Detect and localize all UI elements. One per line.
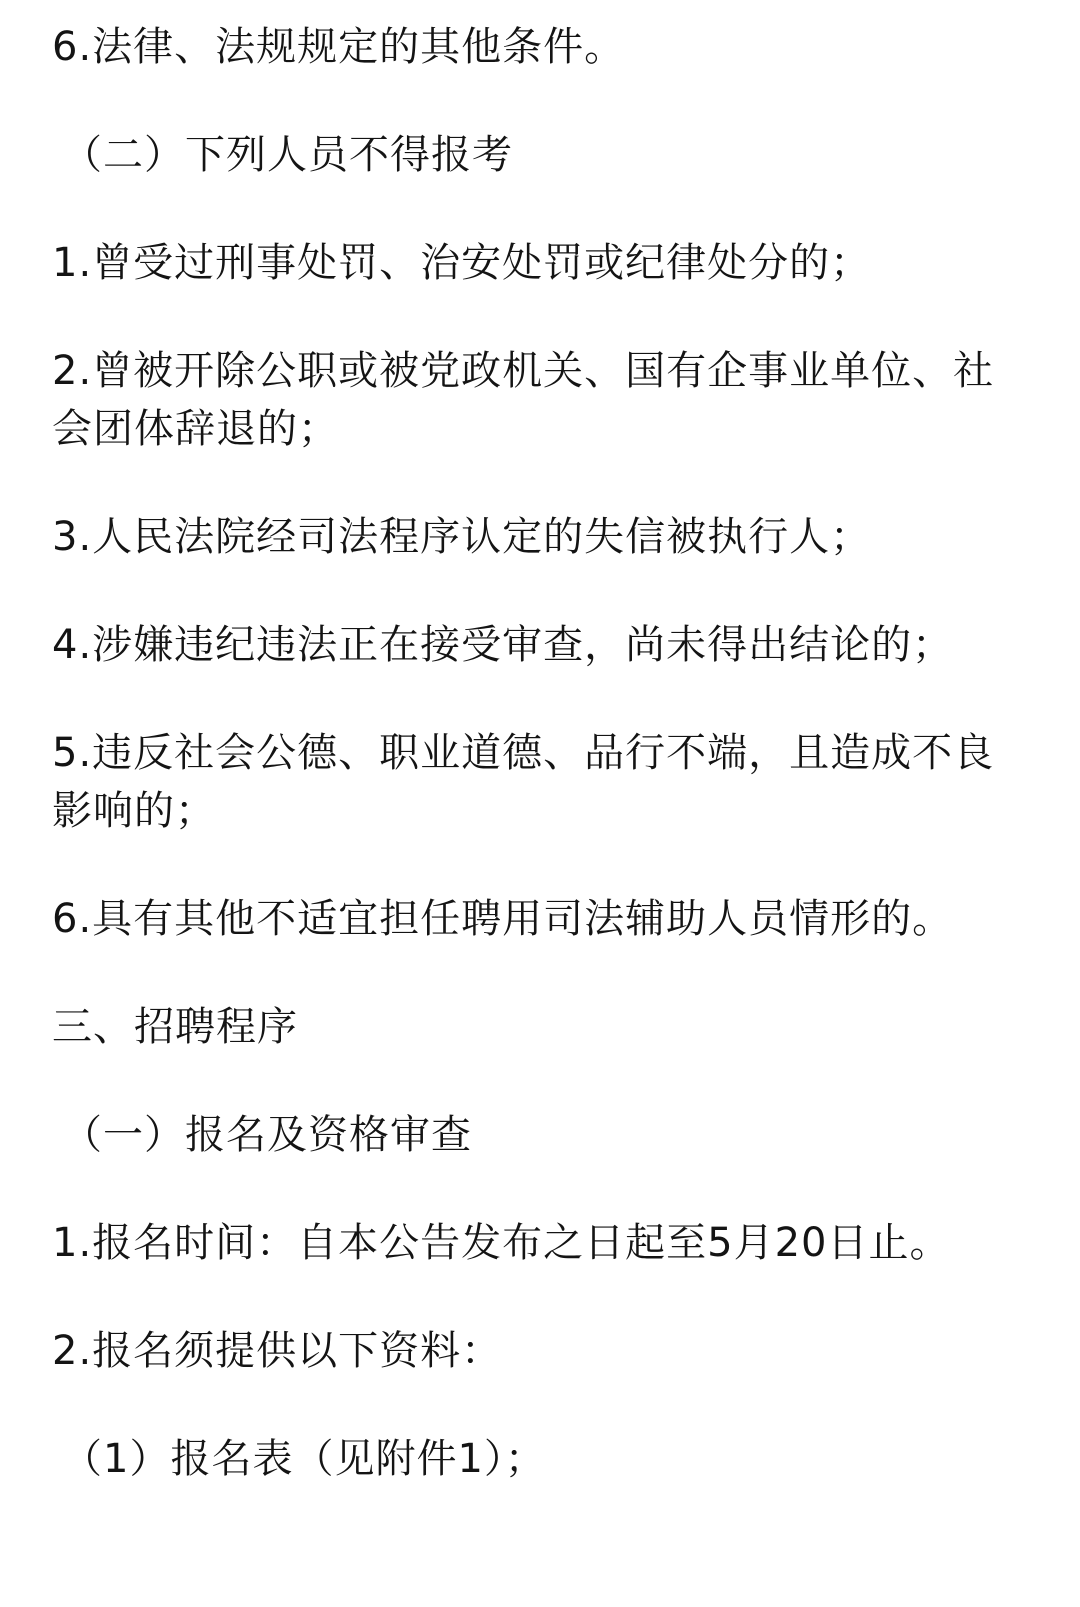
list-item-registration-form: （1）报名表（见附件1）； [62, 1436, 546, 1482]
section-heading-disqualified: （二）下列人员不得报考 [62, 132, 513, 178]
paragraph-disqualify-6: 6.具有其他不适宜担任聘用司法辅助人员情形的。 [52, 896, 954, 942]
paragraph-disqualify-3: 3.人民法院经司法程序认定的失信被执行人； [52, 514, 872, 560]
document-body [52, 18, 1022, 1538]
subsection-heading-registration: （一）报名及资格审查 [62, 1112, 472, 1158]
paragraph-disqualify-4: 4.涉嫌违纪违法正在接受审查，尚未得出结论的； [52, 622, 954, 668]
paragraph-disqualify-5: 5.违反社会公德、职业道德、品行不端，且造成不良影响的； [52, 730, 995, 834]
paragraph-disqualify-2: 2.曾被开除公职或被党政机关、国有企事业单位、社会团体辞退的； [52, 348, 995, 452]
paragraph-disqualify-1: 1.曾受过刑事处罚、治安处罚或纪律处分的； [52, 240, 872, 286]
paragraph-registration-materials: 2.报名须提供以下资料： [52, 1328, 503, 1374]
section-heading-procedure: 三、招聘程序 [52, 1004, 298, 1050]
paragraph-registration-time: 1.报名时间：自本公告发布之日起至5月20日止。 [52, 1220, 951, 1266]
paragraph-condition-6: 6.法律、法规规定的其他条件。 [52, 24, 626, 70]
